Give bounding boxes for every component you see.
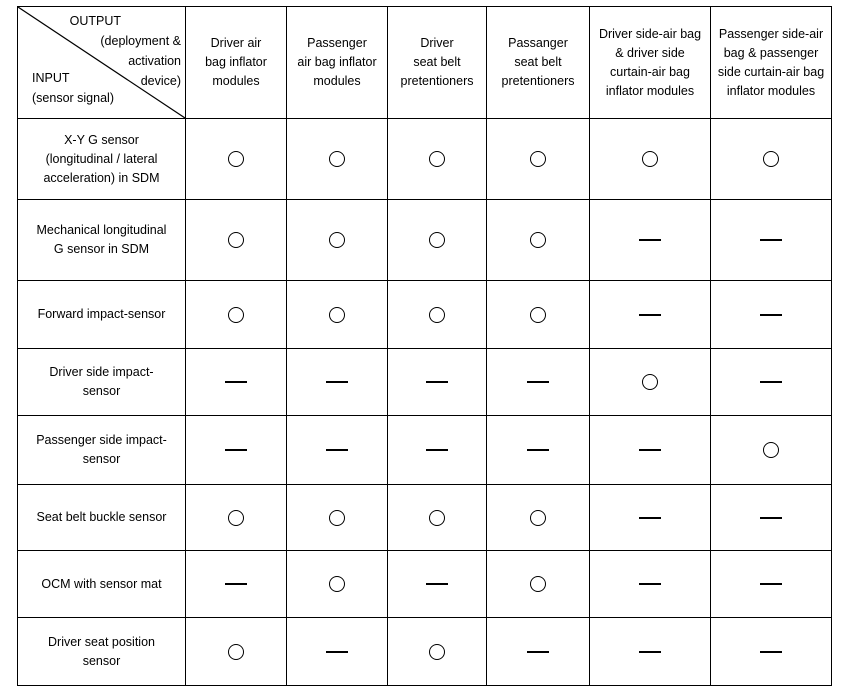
column-header-line: seat belt <box>413 55 461 69</box>
column-header-line: Passenger <box>307 36 367 50</box>
applicable-circle-icon <box>530 232 546 248</box>
column-header-line: Passanger <box>508 36 568 50</box>
not-applicable-dash-icon <box>225 381 247 383</box>
applicable-circle-icon <box>228 510 244 526</box>
column-header-line: Driver <box>420 36 454 50</box>
not-applicable-dash-icon <box>639 314 661 316</box>
row-label-line: X-Y G sensor <box>64 132 139 147</box>
row-label-line: acceleration) in SDM <box>43 170 160 185</box>
input-line: (sensor signal) <box>32 91 114 105</box>
applicable-circle-icon <box>329 151 345 167</box>
table-row <box>18 119 832 200</box>
applicable-circle-icon <box>642 374 658 390</box>
applicable-circle-icon <box>763 442 779 458</box>
not-applicable-dash-icon <box>527 449 549 451</box>
matrix-cell <box>590 416 711 485</box>
not-applicable-dash-icon <box>326 381 348 383</box>
matrix-cell <box>388 119 487 200</box>
column-header-line: seat belt <box>514 55 562 69</box>
matrix-cell <box>487 485 590 551</box>
row-label <box>18 119 186 200</box>
applicable-circle-icon <box>228 151 244 167</box>
matrix-cell <box>186 416 287 485</box>
row-label-line: sensor <box>82 452 121 466</box>
matrix-cell <box>287 200 388 281</box>
matrix-cell <box>487 281 590 349</box>
row-label-line: (longitudinal / lateral <box>45 151 158 166</box>
matrix-cell <box>186 281 287 349</box>
applicable-circle-icon <box>530 307 546 323</box>
column-header-line: bag inflator <box>205 55 267 69</box>
column-header <box>388 7 487 119</box>
not-applicable-dash-icon <box>639 651 661 653</box>
matrix-cell <box>287 349 388 416</box>
not-applicable-dash-icon <box>639 583 661 585</box>
not-applicable-dash-icon <box>639 239 661 241</box>
output-line: device) <box>140 74 181 88</box>
matrix-cell <box>711 618 832 686</box>
matrix-cell <box>711 416 832 485</box>
column-header-line: side curtain-air bag <box>717 64 825 79</box>
matrix-body <box>18 119 832 686</box>
applicable-circle-icon <box>329 510 345 526</box>
matrix-cell <box>711 349 832 416</box>
matrix-cell <box>487 618 590 686</box>
matrix-cell <box>287 281 388 349</box>
column-header-line: inflator modules <box>605 83 695 98</box>
corner-header-cell <box>18 7 186 119</box>
matrix-cell <box>388 416 487 485</box>
row-label-line: Seat belt buckle sensor <box>36 510 167 524</box>
matrix-cell <box>590 281 711 349</box>
matrix-cell <box>287 119 388 200</box>
applicable-circle-icon <box>429 232 445 248</box>
matrix-cell <box>487 119 590 200</box>
matrix-cell <box>287 618 388 686</box>
matrix-cell <box>388 618 487 686</box>
not-applicable-dash-icon <box>639 517 661 519</box>
applicable-circle-icon <box>228 644 244 660</box>
applicable-circle-icon <box>429 644 445 660</box>
row-label <box>18 200 186 281</box>
matrix-cell <box>590 200 711 281</box>
matrix-cell <box>186 200 287 281</box>
not-applicable-dash-icon <box>760 239 782 241</box>
column-header-line: inflator modules <box>726 83 816 98</box>
column-header-line: bag & passenger <box>723 45 819 60</box>
applicable-circle-icon <box>642 151 658 167</box>
applicable-circle-icon <box>763 151 779 167</box>
row-label-line: Passenger side impact- <box>36 433 167 447</box>
matrix-cell <box>590 618 711 686</box>
table-row <box>18 416 832 485</box>
output-line: (deployment & <box>100 34 181 48</box>
input-label <box>32 68 114 108</box>
not-applicable-dash-icon <box>527 381 549 383</box>
matrix-cell <box>388 349 487 416</box>
row-label <box>18 416 186 485</box>
matrix-cell <box>590 485 711 551</box>
row-label-line: Driver side impact- <box>49 365 154 379</box>
matrix-cell <box>590 349 711 416</box>
matrix-cell <box>388 200 487 281</box>
row-label-line: Forward impact-sensor <box>37 307 166 321</box>
applicable-circle-icon <box>329 576 345 592</box>
matrix-cell <box>711 200 832 281</box>
matrix-cell <box>186 485 287 551</box>
column-header <box>186 7 287 119</box>
matrix-cell <box>711 485 832 551</box>
row-label <box>18 281 186 349</box>
row-label <box>18 485 186 551</box>
not-applicable-dash-icon <box>326 449 348 451</box>
column-header-line: pretentioners <box>501 74 575 88</box>
column-header-line: curtain-air bag <box>610 64 690 79</box>
not-applicable-dash-icon <box>760 381 782 383</box>
matrix-cell <box>487 551 590 618</box>
matrix-cell <box>186 551 287 618</box>
applicable-circle-icon <box>228 232 244 248</box>
matrix-cell <box>590 119 711 200</box>
column-header <box>487 7 590 119</box>
table-row <box>18 349 832 416</box>
row-label-line: Mechanical longitudinal <box>36 223 167 237</box>
applicable-circle-icon <box>329 307 345 323</box>
row-label-line: Driver seat position <box>48 634 155 649</box>
matrix-cell <box>186 349 287 416</box>
not-applicable-dash-icon <box>326 651 348 653</box>
row-label-line: OCM with sensor mat <box>41 576 162 591</box>
table-row <box>18 551 832 618</box>
applicable-circle-icon <box>429 510 445 526</box>
row-label-line: G sensor in SDM <box>53 242 150 256</box>
not-applicable-dash-icon <box>760 651 782 653</box>
table-row <box>18 200 832 281</box>
column-header-line: Passenger side-air <box>718 26 824 41</box>
row-label <box>18 349 186 416</box>
column-header <box>711 7 832 119</box>
applicable-circle-icon <box>429 151 445 167</box>
not-applicable-dash-icon <box>639 449 661 451</box>
matrix-cell <box>711 551 832 618</box>
column-header-line: modules <box>313 74 361 88</box>
column-header-line: Driver side-air bag <box>598 26 702 41</box>
column-header-line: modules <box>212 74 260 88</box>
matrix-cell <box>388 281 487 349</box>
applicable-circle-icon <box>429 307 445 323</box>
input-line: INPUT <box>32 71 70 85</box>
matrix-cell <box>590 551 711 618</box>
not-applicable-dash-icon <box>760 314 782 316</box>
column-header <box>590 7 711 119</box>
not-applicable-dash-icon <box>426 583 448 585</box>
header-row <box>18 7 832 119</box>
not-applicable-dash-icon <box>225 583 247 585</box>
matrix-cell <box>186 119 287 200</box>
table-row <box>18 281 832 349</box>
column-header-line: Driver air <box>210 36 262 50</box>
table-row <box>18 618 832 686</box>
matrix-cell <box>388 551 487 618</box>
not-applicable-dash-icon <box>760 517 782 519</box>
matrix-cell <box>711 281 832 349</box>
applicable-circle-icon <box>228 307 244 323</box>
matrix-cell <box>186 618 287 686</box>
applicable-circle-icon <box>329 232 345 248</box>
not-applicable-dash-icon <box>426 381 448 383</box>
matrix-cell <box>287 485 388 551</box>
matrix-cell <box>711 119 832 200</box>
row-label-line: sensor <box>82 653 121 668</box>
not-applicable-dash-icon <box>225 449 247 451</box>
row-label <box>18 618 186 686</box>
matrix-cell <box>487 200 590 281</box>
row-label <box>18 551 186 618</box>
matrix-cell <box>487 416 590 485</box>
row-label-line: sensor <box>82 384 121 398</box>
not-applicable-dash-icon <box>426 449 448 451</box>
column-header-line: & driver side <box>615 45 685 60</box>
matrix-cell <box>287 416 388 485</box>
not-applicable-dash-icon <box>527 651 549 653</box>
applicable-circle-icon <box>530 510 546 526</box>
matrix-cell <box>287 551 388 618</box>
applicable-circle-icon <box>530 151 546 167</box>
matrix-cell <box>487 349 590 416</box>
output-line: OUTPUT <box>69 14 121 28</box>
column-header-line: air bag inflator <box>297 55 377 69</box>
table-row <box>18 485 832 551</box>
matrix-cell <box>388 485 487 551</box>
applicable-circle-icon <box>530 576 546 592</box>
output-line: activation <box>128 54 181 68</box>
column-header-line: pretentioners <box>400 74 474 88</box>
sensor-output-matrix <box>17 6 832 686</box>
not-applicable-dash-icon <box>760 583 782 585</box>
column-header <box>287 7 388 119</box>
